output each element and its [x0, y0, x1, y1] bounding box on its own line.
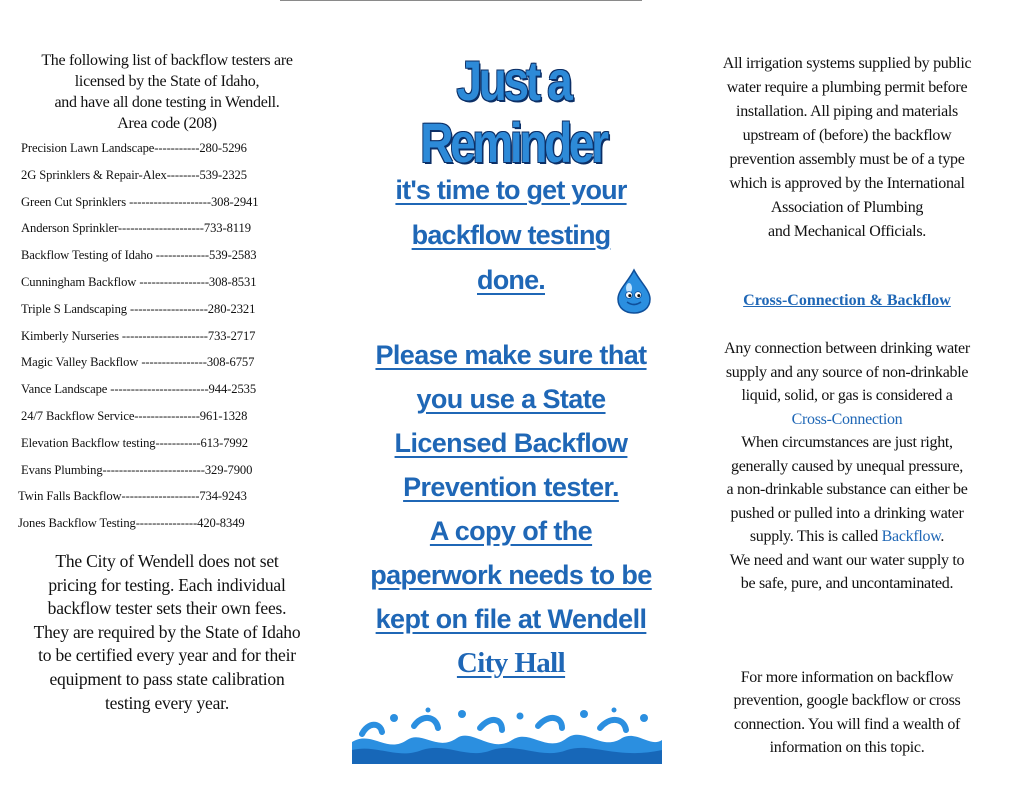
banner-title: Just a Reminder	[420, 49, 606, 174]
water-drop-icon	[614, 268, 654, 314]
message-line: you use a State	[416, 384, 606, 414]
body-line: When circumstances are just right,	[741, 434, 953, 451]
pricing-line: backflow tester sets their own fees.	[47, 598, 287, 619]
permit-line: which is approved by the International	[729, 175, 965, 192]
permit-line: and Mechanical Officials.	[768, 223, 926, 240]
pricing-line: testing every year.	[105, 692, 229, 713]
pricing-line: The City of Wendell does not set	[55, 550, 279, 571]
permit-line: water require a plumbing permit before	[726, 79, 968, 96]
permit-line: installation. All piping and materials	[736, 103, 958, 120]
right-column	[697, 52, 997, 760]
tester-row: Backflow Testing of Idaho -------------539-2583	[21, 248, 257, 263]
body-line: generally caused by unequal pressure,	[731, 457, 963, 475]
body-line: be safe, pure, and uncontaminated.	[740, 575, 954, 592]
body-line-backflow	[697, 525, 997, 549]
area-code-line: Area code (208)	[117, 115, 217, 132]
body-line: pushed or pulled into a drinking water	[730, 504, 964, 522]
body-line: We need and want our water supply to	[729, 551, 965, 569]
tester-row: Precision Lawn Landscape-----------280-5296	[21, 141, 247, 155]
tester-row: Green Cut Sprinklers --------------------308-2941	[21, 194, 259, 209]
body-text: .	[940, 528, 945, 545]
body-line: a non-drinkable substance can either be	[726, 481, 968, 498]
info-line: For more information on backflow	[740, 668, 954, 686]
body-text: supply. This is called	[749, 528, 882, 545]
tester-row: Twin Falls Backflow-------------------734-9243	[18, 489, 247, 504]
tester-row: 24/7 Backflow Service----------------961-1328	[21, 408, 248, 423]
info-line: information on this topic.	[769, 739, 925, 756]
intro-line: licensed by the State of Idaho,	[74, 73, 260, 90]
top-divider	[280, 0, 642, 1]
body-line: supply and any source of non-drinkable	[725, 363, 969, 381]
more-info-note	[697, 666, 997, 760]
licensed-tester-message	[340, 333, 682, 685]
tester-row: Kimberly Nurseries ---------------------733-2717	[21, 328, 256, 343]
message-line: it's time to get your	[395, 175, 627, 205]
message-line: Please make sure that	[375, 340, 647, 370]
tester-row: Vance Landscape ------------------------944-2535	[21, 382, 257, 397]
info-line: prevention, google backflow or cross	[733, 692, 961, 709]
tester-list	[14, 135, 320, 537]
pricing-line: pricing for testing. Each individual	[48, 574, 286, 595]
message-line: kept on file at Wendell	[375, 604, 647, 634]
message-line: Licensed Backflow	[394, 428, 628, 458]
permit-note	[697, 52, 997, 244]
backflow-term: Backflow	[881, 528, 941, 545]
water-splash-icon	[352, 704, 662, 764]
body-line: Any connection between drinking water	[724, 340, 970, 357]
tester-row: Anderson Sprinkler---------------------733-8119	[21, 221, 251, 236]
message-line: paperwork needs to be	[370, 560, 652, 590]
permit-line: prevention assembly must be of a type	[729, 151, 965, 168]
permit-line: All irrigation systems supplied by public	[722, 55, 972, 72]
middle-column	[340, 40, 682, 685]
tester-row: Magic Valley Backflow ----------------308-6757	[21, 355, 255, 370]
message-line: backflow testing	[411, 220, 611, 250]
message-line: Prevention tester.	[403, 472, 619, 502]
permit-line: upstream of (before) the backflow	[742, 127, 952, 144]
cross-connection-term: Cross-Connection	[791, 410, 903, 428]
tester-row: 2G Sprinklers & Repair-Alex--------539-2325	[21, 167, 247, 182]
reminder-banner	[340, 40, 682, 174]
message-line: done.	[477, 265, 545, 295]
tester-row: Evans Plumbing-------------------------329-7900	[21, 462, 253, 477]
intro-line: The following list of backflow testers are	[41, 52, 293, 69]
tester-row: Elevation Backflow testing-----------613-7992	[21, 435, 249, 450]
left-column	[14, 50, 320, 715]
body-line: liquid, solid, or gas is considered a	[741, 387, 953, 404]
message-line: A copy of the	[429, 516, 593, 546]
pricing-line: equipment to pass state calibration	[49, 668, 285, 689]
pricing-line: They are required by the State of Idaho	[33, 621, 301, 642]
tester-row: Cunningham Backflow -----------------308-8531	[21, 274, 257, 289]
permit-line: Association of Plumbing	[770, 199, 924, 216]
cross-connection-body	[697, 337, 997, 596]
testers-intro	[14, 50, 320, 134]
intro-line: and have all done testing in Wendell.	[54, 94, 280, 111]
pricing-note	[14, 550, 320, 715]
pricing-line: to be certified every year and for their	[38, 645, 296, 666]
tester-row: Triple S Landscaping -------------------280-2321	[21, 301, 256, 316]
cross-connection-heading: Cross-Connection & Backflow	[743, 292, 951, 309]
info-line: connection. You will find a wealth of	[733, 715, 961, 733]
message-line-city-hall: City Hall	[456, 647, 566, 679]
tester-row: Jones Backflow Testing---------------420-8349	[18, 516, 245, 531]
